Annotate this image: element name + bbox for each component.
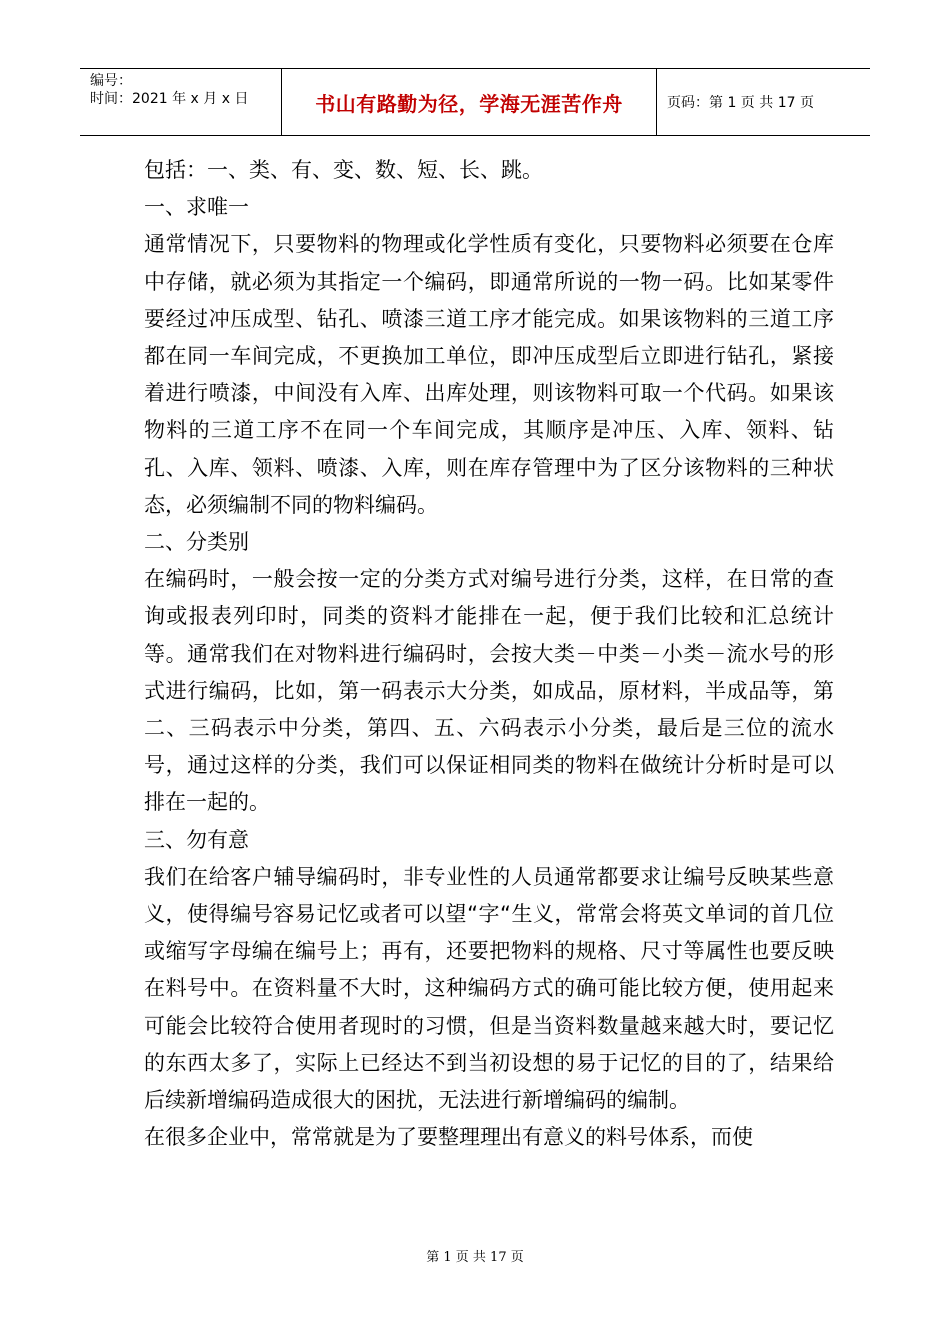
header-motto: 书山有路勤为径，学海无涯苦作舟 [282,69,657,135]
page-header [80,68,870,136]
section-heading-1: 一、求唯一 [144,195,249,220]
section-heading-2: 二、分类别 [144,530,249,555]
number-label: 编号： [90,73,132,89]
header-meta [80,69,282,135]
section-paragraph-4: 在很多企业中，常常就是为了要整理理出有意义的料号体系，而使 [144,1125,753,1150]
section-paragraph-1: 通常情况下，只要物料的物理或化学性质有变化，只要物料必须要在仓库中存储，就必须为其指定一个编码，即通常所说的一物一码。比如某零件要经过冲压成型、钻孔、喷漆三道工序才能完成。如果该物料的三道工序都在同一车间完成，不更换加工单位，即冲压成型后立即进行钻孔，紧接着进行喷漆，中间没有入库、出库处理，则该物料可取一个代码。如果该物料的三道工序不在同一个车间完成，其顺序是冲压、入库、领料、钻孔、入库、领料、喷漆、入库，则在库存管理中为了区分该物料的三种状态，必须编制不同的物料编码。 [144,232,834,517]
page-footer: 第 1 页 共 17 页 [426,1250,524,1265]
section-paragraph-3: 我们在给客户辅导编码时，非专业性的人员通常都要求让编号反映某些意义，使得编号容易记忆或者可以望“字“生义，常常会将英文单词的首几位或缩写字母编在编号上；再有，还要把物料的规格、尺寸等属性也要反映在料号中。在资料量不大时，这种编码方式的确可能比较方便，使用起来可能会比较符合使用者现时的习惯，但是当资料数量越来越大时，要记忆的东西太多了，实际上已经达不到当初设想的易于记忆的目的了，结果给后续新增编码造成很大的困扰，无法进行新增编码的编制。 [144,864,834,1113]
document-body [144,152,834,1156]
time-label: 时间：2021 年 x 月 x 日 [90,91,249,107]
intro-line: 包括：一、类、有、变、数、短、长、跳。 [144,158,543,182]
header-page-info: 页码：第 1 页 共 17 页 [667,95,814,111]
section-heading-3: 三、勿有意 [144,827,249,852]
section-paragraph-2: 在编码时，一般会按一定的分类方式对编号进行分类，这样，在日常的查询或报表列印时，同类的资料才能排在一起，便于我们比较和汇总统计等。通常我们在对物料进行编码时，会按大类－中类－小类－流水号的形式进行编码，比如，第一码表示大分类，如成品，原材料，半成品等，第二、三码表示中分类，第四、五、六码表示小分类，最后是三位的流水号，通过这样的分类，我们可以保证相同类的物料在做统计分析时是可以排在一起的。 [144,567,834,815]
